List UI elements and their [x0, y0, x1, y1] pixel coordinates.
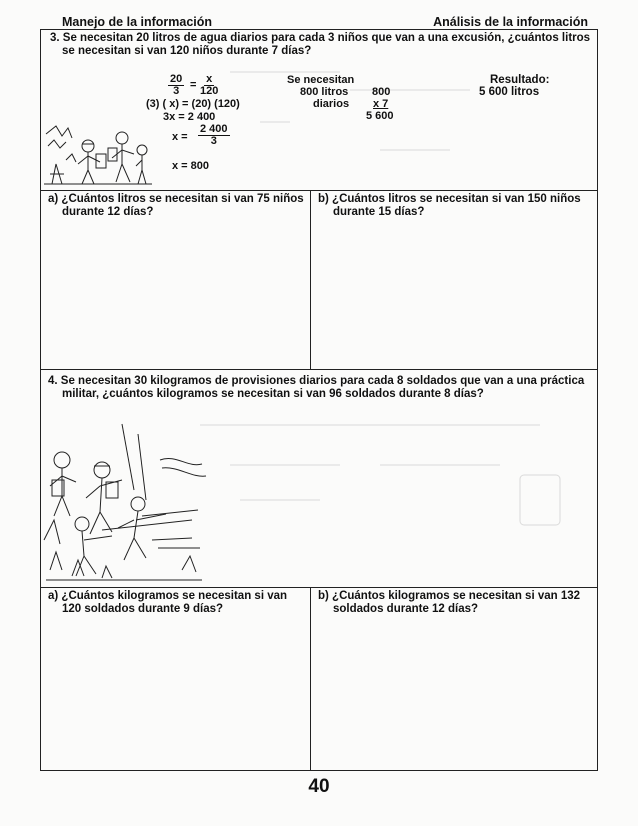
- q3-step-cross-multiply: (3) ( x) = (20) (120): [146, 98, 240, 110]
- q3-result-label: Resultado:: [490, 74, 550, 86]
- q3-fraction-x-over-120: [198, 74, 220, 97]
- q4a-answer-area[interactable]: [44, 620, 306, 768]
- q3-middle-line1: Se necesitan: [287, 74, 355, 86]
- fraction-numerator: x: [206, 73, 213, 85]
- q3-mult-factor: x 7: [373, 98, 389, 110]
- q3-subquestions-top-border: [40, 190, 598, 191]
- q3a-question-line1: a) ¿Cuántos litros se necesitan si van 75 niños: [48, 193, 304, 205]
- q3a-answer-area[interactable]: [44, 222, 306, 366]
- q3-step-x-equals: x =: [172, 131, 188, 143]
- q3b-answer-area[interactable]: [314, 222, 594, 366]
- q3b-question-line1: b) ¿Cuántos litros se necesitan si van 150 niños: [318, 193, 581, 205]
- q4a-question-line1: a) ¿Cuántos kilogramos se necesitan si van: [48, 590, 288, 602]
- fraction-denominator: 3: [210, 135, 217, 147]
- q4-statement-line2: militar, ¿cuántos kilogramos se necesitan si van 96 soldados durante 8 días?: [62, 388, 484, 400]
- q3-fraction-20-over-3: [168, 74, 184, 97]
- q4b-question-line2: soldados durante 12 días?: [333, 603, 479, 615]
- q3-fraction-2400-over-3: [198, 124, 230, 147]
- fraction-numerator: 20: [170, 73, 183, 85]
- q3a-question-line2: durante 12 días?: [62, 206, 154, 218]
- header-subsection-title: Análisis de la información: [433, 15, 588, 29]
- fraction-numerator: 2 400: [200, 123, 228, 135]
- header-section-title: Manejo de la información: [62, 15, 213, 29]
- fraction-denominator: 3: [173, 85, 180, 97]
- q3-mult-top: 800: [372, 86, 391, 98]
- q3-step-x-800: x = 800: [172, 160, 210, 172]
- q4-statement-line1: 4. Se necesitan 30 kilogramos de provisiones diarios para cada 8 soldados que van a una práctica: [48, 375, 585, 387]
- q3-mult-result: 5 600: [366, 110, 394, 122]
- q3-children-hiking-illustration: [42, 124, 154, 190]
- q3-step-3x: 3x = 2 400: [163, 111, 216, 123]
- q3-statement-line2: se necesitan si van 120 niños durante 7 días?: [62, 45, 312, 57]
- q3-middle-line2: 800 litros: [300, 86, 349, 98]
- q4-subquestions-top-border: [40, 587, 598, 588]
- q4b-answer-area[interactable]: [314, 620, 594, 768]
- fraction-denominator: 120: [200, 85, 219, 97]
- q4b-question-line1: b) ¿Cuántos kilogramos se necesitan si van 132: [318, 590, 581, 602]
- page-number: 40: [308, 776, 330, 797]
- q4-top-border: [40, 369, 598, 370]
- q3b-question-line2: durante 15 días?: [333, 206, 425, 218]
- q3-result-value: 5 600 litros: [479, 86, 540, 98]
- q3-equals-sign: =: [190, 79, 197, 91]
- q3-statement-line1: 3. Se necesitan 20 litros de agua diarios para cada 3 niños que van a una excusión, ¿cuántos litros: [50, 32, 591, 44]
- q3-subquestions-divider: [310, 190, 311, 369]
- q3-middle-line3: diarios: [313, 98, 350, 110]
- q4-subquestions-divider: [310, 587, 311, 771]
- q4-soldiers-illustration: [42, 420, 212, 586]
- q4a-question-line2: 120 soldados durante 9 días?: [62, 603, 224, 615]
